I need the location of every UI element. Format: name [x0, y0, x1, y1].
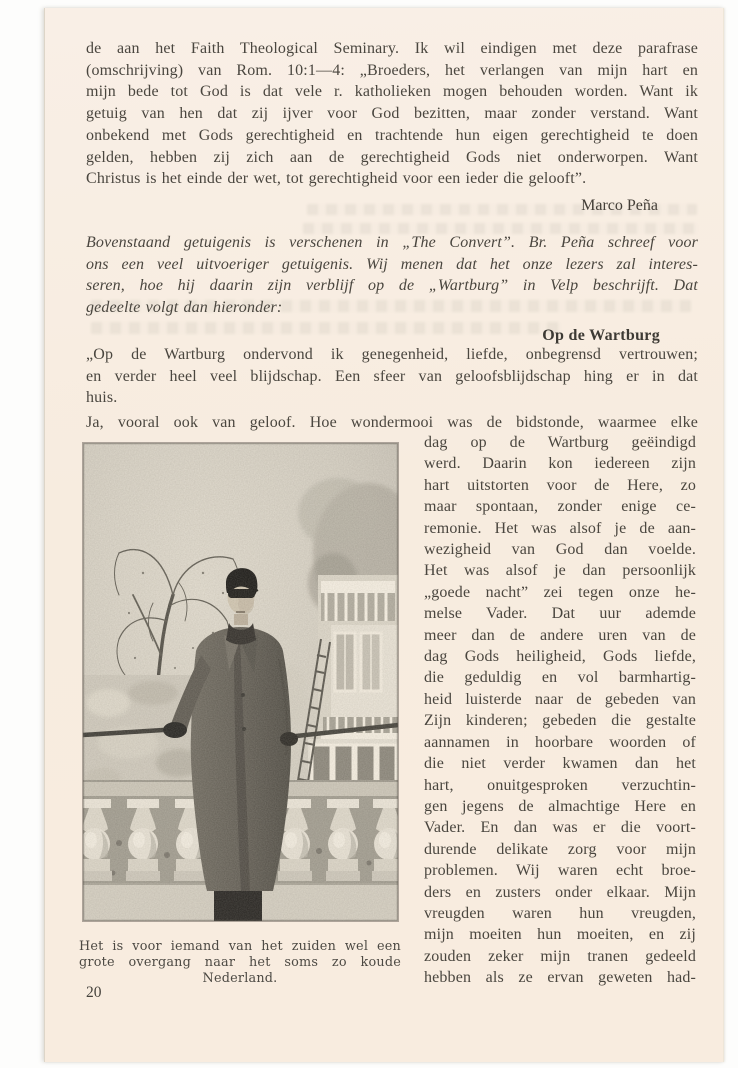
- text-line: meer dan de andere uren van de: [424, 626, 696, 644]
- paragraph-top: [86, 38, 698, 190]
- text-line: gen jegens de almachtige Here en: [424, 797, 696, 815]
- text-line: die niet verder kwamen dan het: [424, 755, 696, 773]
- text-line: gelden, hebben zij zich aan de gerechtigheid Gods niet onderworpen. Want: [86, 148, 698, 166]
- text-line: hart, onuitgesproken verzuchtin-: [424, 776, 696, 794]
- lead-line: [86, 412, 698, 434]
- text-line: gedeelte volgt dan hieronder:: [86, 299, 283, 317]
- text-line: aannamen in hoorbare woorden of: [424, 733, 696, 751]
- text-line: melse Vader. Dat uur ademde: [424, 605, 696, 623]
- text-line: Nederland.: [202, 970, 278, 986]
- text-line: de aan het Faith Theological Seminary. Ik wil eindigen met deze parafrase: [86, 40, 698, 57]
- text-line: Het is voor iemand van het zuiden wel een: [79, 939, 401, 954]
- text-line: hart uitstorten voor de Here, zo: [424, 476, 696, 494]
- text-line: mijn bede tot God is dat vele r. katholieken mogen behouden worden. Want ik: [86, 83, 698, 101]
- text-line: mijn moeiten hun moeiten, en zij: [424, 926, 696, 944]
- text-line: werd. Daarin kon iedereen zijn: [424, 455, 696, 473]
- text-line: dag Gods heiligheid, Gods liefde,: [424, 648, 696, 666]
- text-line: hebben als ze ervan geweten had-: [424, 969, 696, 987]
- text-line: heid luisterde naar de gebeden van: [424, 690, 696, 708]
- text-line: zouden zeker mijn tranen gedeeld: [424, 947, 696, 965]
- photo-man-at-balustrade: [83, 443, 398, 921]
- text-line: getuig van hen dat zij ijver voor God bezitten, maar zonder verstand. Want: [86, 105, 698, 123]
- paragraph-wartburg: [86, 344, 698, 409]
- photo-illustration: [83, 443, 398, 921]
- text-line: ons een veel uitvoeriger getuigenis. Wij menen dat het onze lezers zal interes-: [86, 255, 698, 273]
- column-text: [424, 432, 696, 989]
- text-line: Christus is het einde der wet, tot gerechtigheid voor een ieder die gelooft”.: [86, 170, 587, 188]
- editorial-note: [86, 232, 698, 319]
- text-line: die geduldig en vol barmhartig-: [424, 669, 696, 687]
- text-line: ders en zusters onder elkaar. Mijn: [424, 883, 696, 901]
- text-line: Het was alsof je dan persoonlijk: [424, 562, 696, 580]
- text-line: „Op de Wartburg ondervond ik genegenheid, liefde, onbegrensd vertrouwen;: [86, 346, 698, 363]
- text-line: dag op de Wartburg geëindigd: [424, 434, 696, 451]
- text-line: grote overgang naar het soms zo koude: [79, 954, 401, 970]
- text-line: durende delikate zorg voor mijn: [424, 840, 696, 858]
- text-line: (omschrijving) van Rom. 10:1—4: „Broeders, het verlangen van mijn hart en: [86, 61, 698, 79]
- text-line: problemen. Wij waren echt broe-: [424, 862, 696, 880]
- text-line: remonie. Het was alsof je de aan-: [424, 519, 696, 537]
- page-number: 20: [86, 984, 102, 1001]
- text-line: maar spontaan, zonder enige ce-: [424, 498, 696, 516]
- text-line: Bovenstaand getuigenis is verschenen in „The Convert”. Br. Peña schreef voor: [86, 234, 698, 251]
- text-line: „goede nacht” zei tegen onze he-: [424, 583, 696, 601]
- text-line: huis.: [86, 389, 118, 407]
- text-line: en verder heel veel blijdschap. Een sfeer van geloofsblijdschap hing er in dat: [86, 367, 698, 385]
- text-line: wezigheid van God dan voelde.: [424, 541, 696, 559]
- text-line: Vader. En dan was er die voort-: [424, 819, 696, 837]
- text-line: vreugden waren hun vreugden,: [424, 904, 696, 922]
- text-line: Ja, vooral ook van geloof. Hoe wondermooi was de bidstonde, waarmee elke: [86, 414, 698, 431]
- book-page: [44, 8, 724, 1062]
- text-line: seren, hoe hij daarin zijn verblijf op de „Wartburg” in Velp beschrijft. Dat: [86, 277, 698, 295]
- signature-marco-pena: Marco Peña: [581, 197, 658, 214]
- section-heading: Op de Wartburg: [542, 327, 660, 344]
- text-line: onbekend met Gods gerechtigheid en trachtende hun eigen gerechtigheid te doen: [86, 126, 698, 144]
- text-line: Zijn kinderen; gebeden die gestalte: [424, 712, 696, 730]
- photo-caption: [79, 939, 401, 986]
